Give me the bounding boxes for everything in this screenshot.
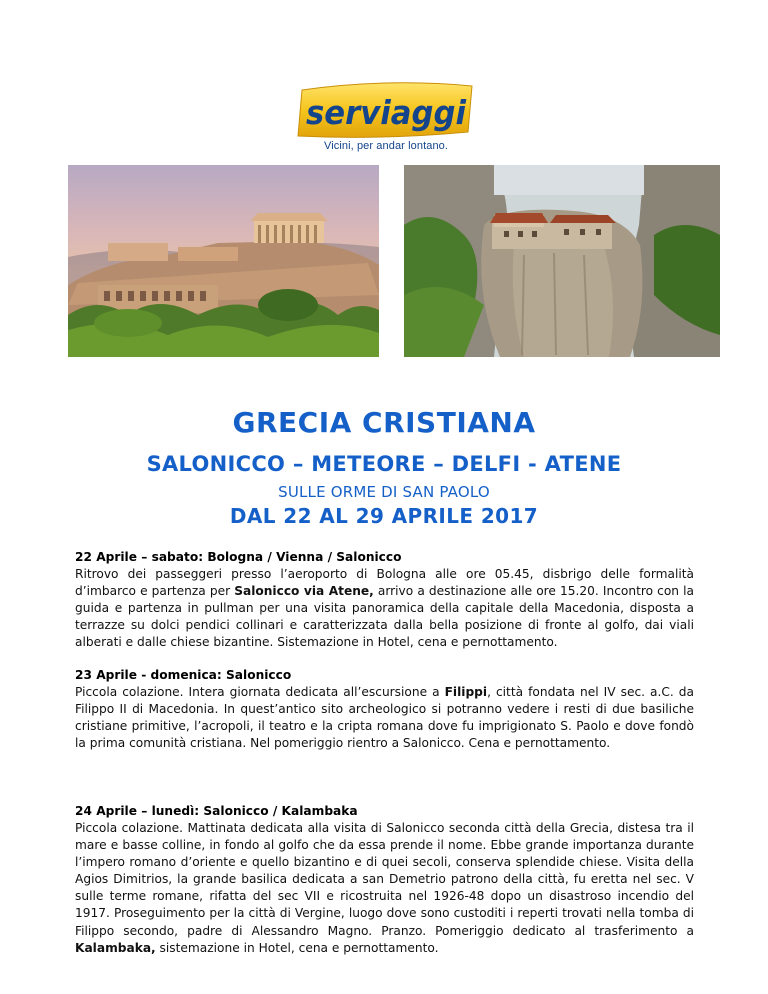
itinerary-day-3 xyxy=(75,803,694,957)
day-heading: 22 Aprile – sabato: Bologna / Vienna / Salonicco xyxy=(75,550,402,564)
logo-tagline: Vicini, per andar lontano. xyxy=(323,140,449,152)
logo-wordmark: serviaggi xyxy=(306,93,467,132)
day-description: Piccola colazione. Intera giornata dedicata all’escursione a Filippi, città fondata nel IV sec. a.C. da Filippo II di Macedonia. In quest’antico sito archeologico si potranno vedere i resti di due basiliche cristiane primitive, l’acropoli, il teatro e la cripta romana dove fu imprigionato S. Paolo e dove fondò la prima comunità cristiana. Nel pomeriggio rientro a Salonicco. Cena e pernottamento. xyxy=(75,685,694,751)
itinerary-day-2 xyxy=(75,667,694,752)
travel-dates: DAL 22 AL 29 APRILE 2017 xyxy=(229,504,539,528)
subtitle: SULLE ORME DI SAN PAOLO xyxy=(278,483,490,501)
acropolis-photo xyxy=(68,165,379,357)
page-title: GRECIA CRISTIANA xyxy=(232,406,536,439)
meteora-photo xyxy=(404,165,720,357)
route-title: SALONICCO – METEORE – DELFI - ATENE xyxy=(146,452,622,476)
day-heading: 23 Aprile - domenica: Salonicco xyxy=(75,668,292,682)
day-heading: 24 Aprile – lunedì: Salonicco / Kalambaka xyxy=(75,804,358,818)
itinerary-day-1 xyxy=(75,549,694,651)
day-description: Ritrovo dei passeggeri presso l’aeroporto di Bologna alle ore 05.45, disbrigo delle formalità d’imbarco e partenza per Salonicco via Atene, arrivo a destinazione alle ore 15.20. Incontro con la guida e partenza in pullman per una visita panoramica della capitale della Macedonia, disposta a terrazze su dolci pendici collinari e caratterizzata dalla bella posizione di fronte al golfo, dai viali alberati e dalle chiese bizantine. Sistemazione in Hotel, cena e pernottamento. xyxy=(75,567,694,650)
day-description: Piccola colazione. Mattinata dedicata alla visita di Salonicco seconda città della Grecia, distesa tra il mare e basse colline, in fondo al golfo che da essa prende il nome. Ebbe grande importanza durante l’impero romano d’oriente e quello bizantino e di quei secoli, conserva splendide chiese. Visita della Agios Dimitrios, la grande basilica dedicata a san Demetrio patrono della città, fu eretta nel sec. V sulle terme romane, rifatta del sec VII e ricostruita nel 1926-48 dopo un disastroso incendio del 1917. Proseguimento per la città di Vergine, luogo dove sono custoditi i reperti trovati nella tomba di Filippo secondo, padre di Alessandro Magno. Pranzo. Pomeriggio dedicato al trasferimento a Kalambaka, sistemazione in Hotel, cena e pernottamento. xyxy=(75,821,694,955)
